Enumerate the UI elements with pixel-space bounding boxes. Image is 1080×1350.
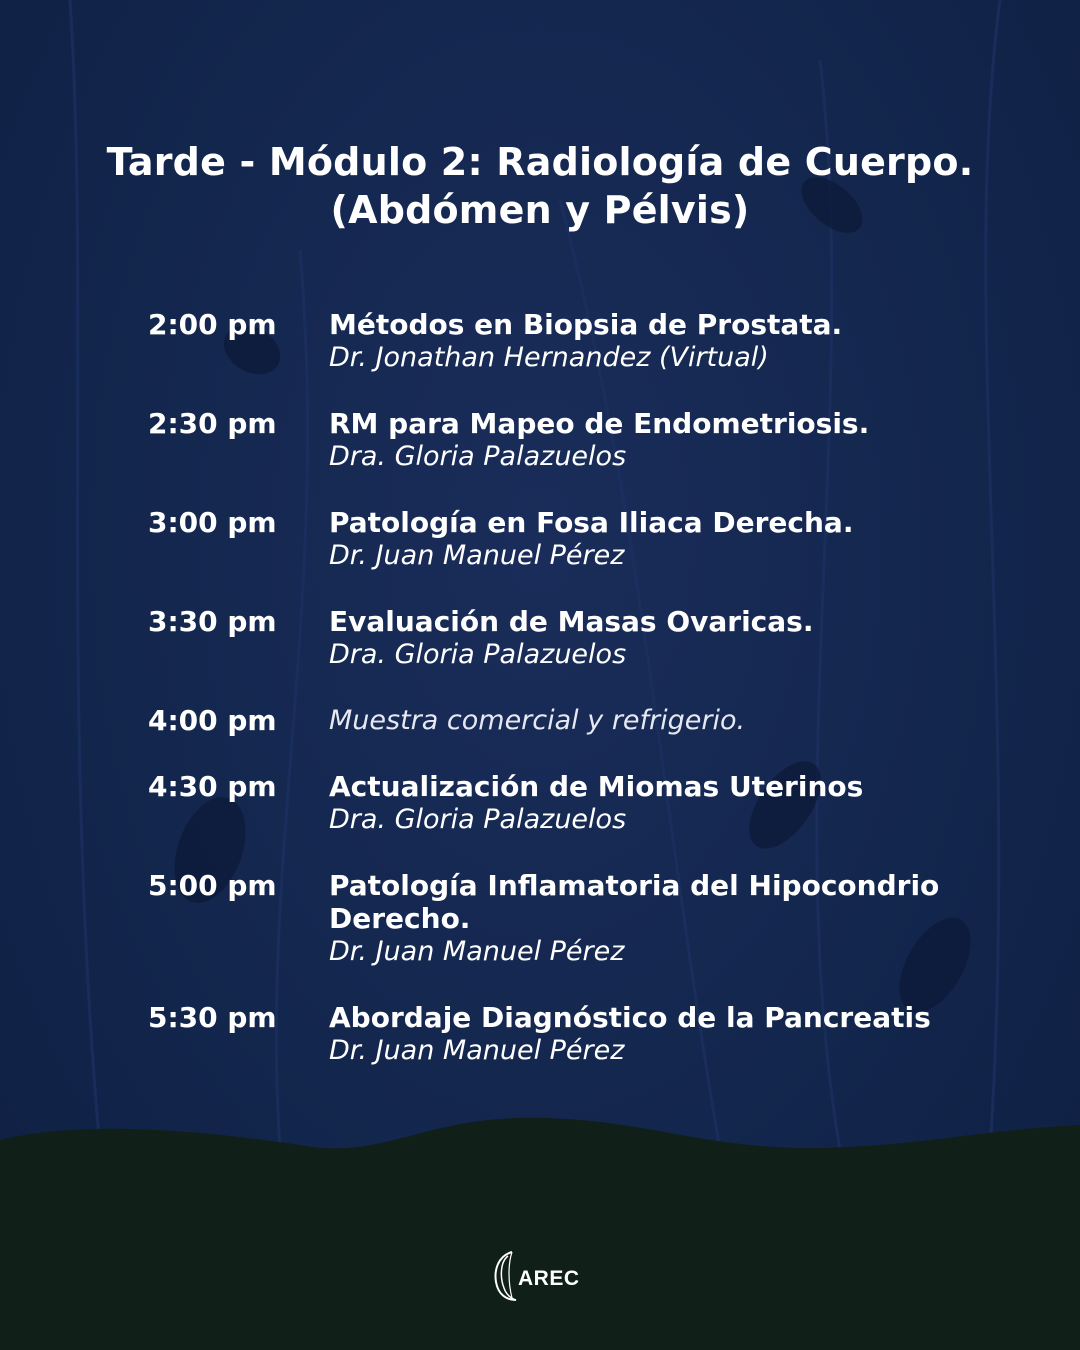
schedule-row: [148, 308, 948, 374]
title-line-1: Tarde - Módulo 2: Radiología de Cuerpo.: [106, 140, 974, 184]
schedule-row-break: [148, 704, 948, 737]
talk-title: RM para Mapeo de Endometriosis.: [329, 407, 870, 440]
page-title: [0, 138, 1080, 234]
talk-title: Métodos en Biopsia de Prostata.: [329, 308, 843, 341]
speaker-name: Dr. Juan Manuel Pérez: [329, 540, 625, 571]
schedule-row: [148, 506, 948, 572]
schedule-row: [148, 407, 948, 473]
logo-text: AREC: [518, 1267, 580, 1290]
time-label: 4:30 pm: [148, 770, 277, 803]
foreground-hill: [0, 1118, 1080, 1350]
schedule-row: [148, 869, 948, 968]
speaker-name: Dr. Juan Manuel Pérez: [329, 936, 625, 967]
speaker-name: Dr. Jonathan Hernandez (Virtual): [329, 342, 769, 373]
talk-title: Patología en Fosa Iliaca Derecha.: [329, 506, 854, 539]
speaker-name: Dra. Gloria Palazuelos: [329, 441, 627, 472]
talk-title-line-2: Derecho.: [329, 902, 471, 935]
schedule-row: [148, 605, 948, 671]
schedule-list: [148, 308, 948, 1100]
time-label: 4:00 pm: [148, 704, 277, 737]
time-label: 5:30 pm: [148, 1001, 277, 1034]
talk-title: Actualización de Miomas Uterinos: [329, 770, 864, 803]
speaker-name: Dra. Gloria Palazuelos: [329, 804, 627, 835]
title-line-2: (Abdómen y Pélvis): [330, 188, 750, 232]
time-label: 2:30 pm: [148, 407, 277, 440]
time-label: 2:00 pm: [148, 308, 277, 341]
speaker-name: Dr. Juan Manuel Pérez: [329, 1035, 625, 1066]
schedule-row: [148, 770, 948, 836]
time-label: 3:00 pm: [148, 506, 277, 539]
talk-title-line-1: Patología Inflamatoria del Hipocondrio: [329, 869, 940, 902]
break-label: Muestra comercial y refrigerio.: [329, 705, 746, 736]
arec-logo: [490, 1246, 590, 1306]
time-label: 3:30 pm: [148, 605, 277, 638]
speaker-name: Dra. Gloria Palazuelos: [329, 639, 627, 670]
talk-title: Abordaje Diagnóstico de la Pancreatis: [329, 1001, 931, 1034]
schedule-row: [148, 1001, 948, 1067]
talk-title: Evaluación de Masas Ovaricas.: [329, 605, 814, 638]
time-label: 5:00 pm: [148, 869, 277, 902]
